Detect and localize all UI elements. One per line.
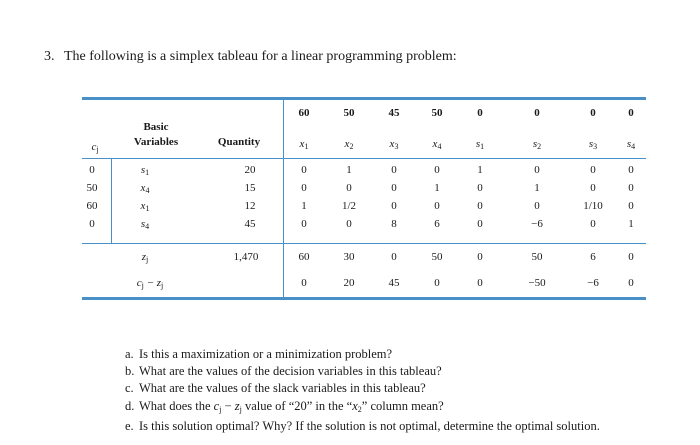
table-cell: 1: [434, 182, 440, 194]
table-cell: 0: [477, 218, 483, 230]
question-a: a. Is this a maximization or a minimization problem?: [125, 347, 393, 361]
table-cell: 1: [346, 164, 352, 176]
zj-cell: 0: [628, 251, 634, 263]
var-header-s4: $s_4$: [626, 138, 636, 151]
basic-label: Basic: [143, 121, 169, 133]
table-cell: 1/10: [583, 200, 603, 212]
zj-cell: 0: [477, 251, 483, 263]
zj-cell: 50: [431, 251, 443, 263]
row-basic-var: $s_1$: [140, 164, 150, 177]
cjzj-cell: 45: [388, 277, 400, 289]
table-cell: 1/2: [341, 200, 357, 212]
cjzj-cell: −6: [587, 277, 599, 289]
question-b: b. What are the values of the decision variables in this tableau?: [125, 364, 442, 379]
row-cj: 0: [89, 218, 95, 230]
var-header-x1: $x_1$: [299, 138, 309, 151]
header-cj-x1: 60: [298, 107, 310, 119]
question-c: c. What are the values of the slack variables in this tableau?: [125, 381, 426, 396]
header-cj-s4: 0: [628, 107, 634, 119]
cjzj-cell: 0: [477, 277, 483, 289]
table-cell: 0: [628, 164, 634, 176]
cjzj-cell: 0: [628, 277, 634, 289]
table-cell: 0: [590, 164, 596, 176]
cjzj-cell: 20: [343, 277, 355, 289]
table-cell: 0: [391, 164, 397, 176]
row-basic-var: $s_4$: [140, 218, 150, 231]
zj-label: $z_j$: [141, 251, 149, 264]
var-header-x4: $x_4$: [432, 138, 442, 151]
row-cj: 50: [86, 182, 98, 194]
var-header-x3: $x_3$: [389, 138, 399, 151]
row-quantity: 12: [244, 200, 256, 212]
row-cj: 60: [86, 200, 98, 212]
table-cell: 0: [434, 200, 440, 212]
table-cell: 0: [346, 182, 352, 194]
table-cell: 0: [534, 200, 540, 212]
table-cell: 6: [434, 218, 440, 230]
row-basic-var: $x_4$: [140, 182, 150, 195]
table-cell: 0: [434, 164, 440, 176]
table-cell: 0: [590, 182, 596, 194]
problem-heading: [44, 49, 457, 65]
table-cell: 0: [391, 182, 397, 194]
row-basic-var: $x_1$: [140, 200, 150, 213]
zj-cell: 6: [590, 251, 596, 263]
variables-label: Variables: [133, 136, 179, 148]
table-cell: 0: [628, 200, 634, 212]
header-cj-x4: 50: [431, 107, 443, 119]
table-cell: 0: [391, 200, 397, 212]
zj-cell: 60: [298, 251, 310, 263]
quantity-header: Quantity: [217, 136, 261, 148]
zj-cell: 50: [531, 251, 543, 263]
zj-cell: 0: [391, 251, 397, 263]
zj-quantity: 1,470: [233, 251, 259, 263]
table-bottom-rule: [82, 297, 646, 300]
problem-text: The following is a simplex tableau for a linear programming problem:: [64, 49, 457, 64]
table-header-rule: [82, 158, 646, 159]
question-list: [125, 346, 600, 435]
row-quantity: 15: [244, 182, 256, 194]
table-cell: 1: [301, 200, 307, 212]
row-cj: 0: [89, 164, 95, 176]
row-quantity: 45: [244, 218, 256, 230]
table-cell: 0: [301, 182, 307, 194]
var-header-x2: $x_2$: [344, 138, 354, 151]
table-cell: 1: [477, 164, 483, 176]
table-cell: 0: [534, 164, 540, 176]
header-cj-s2: 0: [534, 107, 540, 119]
cjzj-cell: −50: [528, 277, 546, 289]
table-top-rule: [82, 97, 646, 100]
problem-number: 3.: [44, 49, 55, 64]
header-cj-s3: 0: [590, 107, 596, 119]
question-d: d. What does the $c_j - z_j$ value of “20” in the “$x_2$” column mean?: [125, 398, 444, 414]
table-cell: 1: [534, 182, 540, 194]
cjzj-cell: 0: [434, 277, 440, 289]
cj-column-divider: [111, 158, 112, 243]
header-cj-x3: 45: [388, 107, 400, 119]
table-cell: 0: [477, 200, 483, 212]
var-header-s2: $s_2$: [532, 138, 542, 151]
table-cell: 1: [628, 218, 634, 230]
table-cell: 0: [590, 218, 596, 230]
question-e: e. Is this solution optimal? Why? If the solution is not optimal, determine the optimal solution.: [125, 418, 600, 433]
table-cell: 0: [477, 182, 483, 194]
zj-cell: 30: [343, 251, 355, 263]
table-cell: 8: [391, 218, 397, 230]
cj-header: $c_j$: [91, 141, 99, 154]
table-cell: 0: [301, 164, 307, 176]
cj-minus-zj-label: $c_j - z_j$: [136, 277, 164, 290]
table-cell: 0: [301, 218, 307, 230]
row-quantity: 20: [244, 164, 256, 176]
table-cell: −6: [531, 218, 543, 230]
header-cj-x2: 50: [343, 107, 355, 119]
var-header-s1: $s_1$: [475, 138, 485, 151]
cjzj-cell: 0: [301, 277, 307, 289]
table-cell: 0: [628, 182, 634, 194]
table-cell: 0: [346, 218, 352, 230]
var-header-s3: $s_3$: [588, 138, 598, 151]
quantity-column-divider: [283, 98, 284, 297]
header-cj-s1: 0: [477, 107, 483, 119]
table-body-rule: [82, 243, 646, 244]
